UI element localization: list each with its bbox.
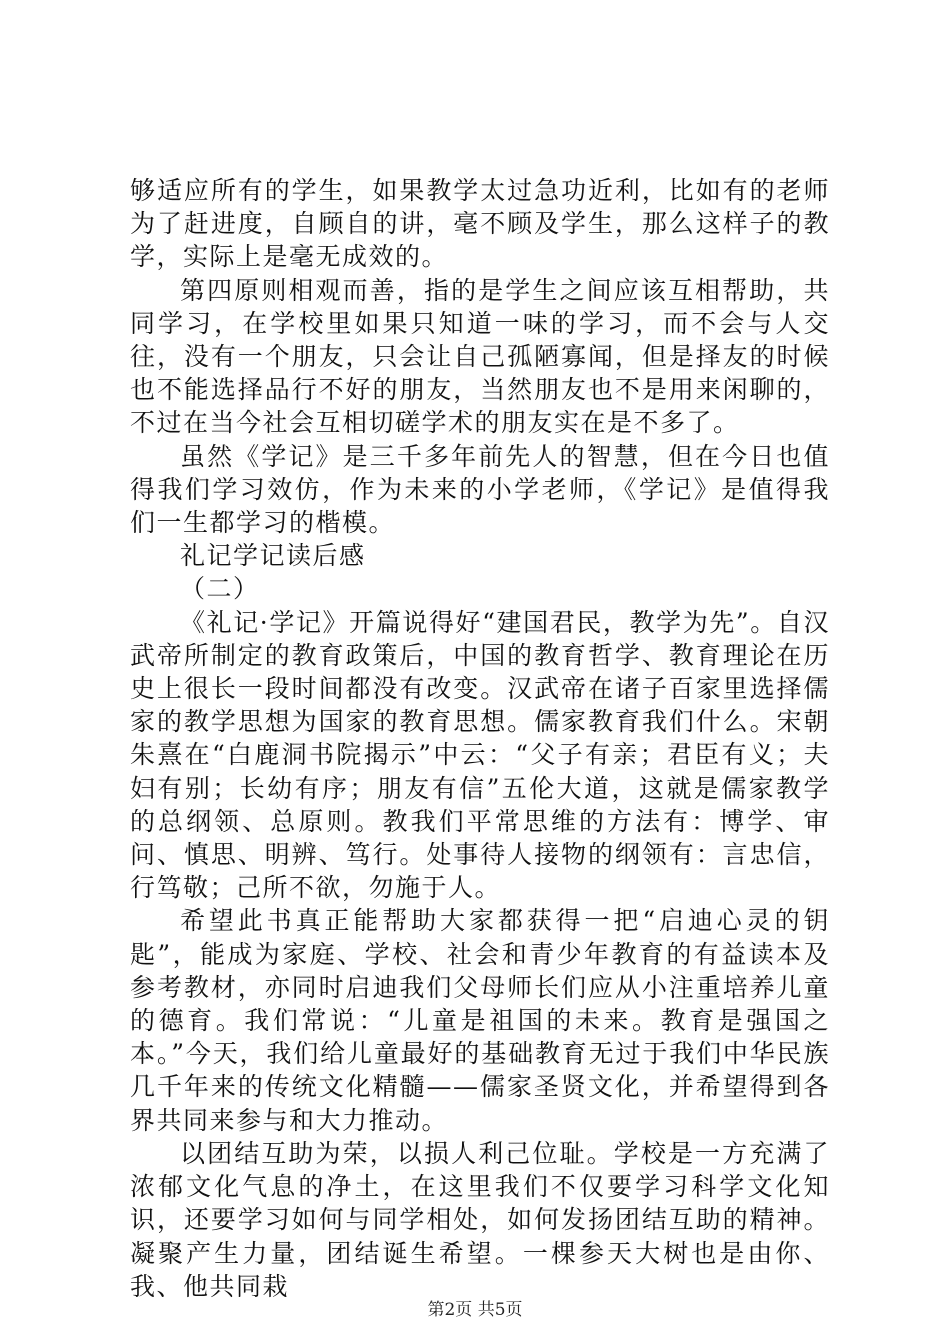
- paragraph-unity: 以团结互助为荣，以损人利己位耻。学校是一方充满了浓郁文化气息的净土，在这里我们不仅要学习科学文化知识，还要学习如何与同学相处，如何发扬团结互助的精神。凝聚产生力量，团结诞生希望。一棵参天大树也是由你、我、他共同栽: [130, 1138, 830, 1301]
- document-body: [130, 174, 830, 1303]
- section-number: （二）: [180, 574, 260, 604]
- paragraph-hope: 希望此书真正能帮助大家都获得一把“启迪心灵的钥匙”，能成为家庭、学校、社会和青少年教育的有益读本及参考教材，亦同时启迪我们父母师长们应从小注重培养儿童的德育。我们常说：“儿童是祖国的未来。教育是强国之本。”今天，我们给儿童最好的基础教育无过于我们中华民族几千年来的传统文化精髓——儒家圣贤文化，并希望得到各界共同来参与和大力推动。: [130, 906, 830, 1135]
- page-number-footer: 第2页 共5页: [427, 1300, 523, 1320]
- paragraph-conclusion: 虽然《学记》是三千多年前先人的智慧，但在今日也值得我们学习效仿，作为未来的小学老师，《学记》是值得我们一生都学习的楷模。: [130, 441, 830, 538]
- paragraph-continuation: 够适应所有的学生，如果教学太过急功近利，比如有的老师为了赶进度，自顾自的讲，毫不顾及学生，那么这样子的教学，实际上是毫无成效的。: [130, 176, 830, 272]
- section-title: 礼记学记读后感: [180, 541, 366, 571]
- paragraph-liji-opening: 《礼记·学记》开篇说得好“建国君民，教学为先”。自汉武帝所制定的教育政策后，中国的教育哲学、教育理论在历史上很长一段时间都没有改变。汉武帝在诸子百家里选择儒家的教学思想为国家的教育思想。儒家教育我们什么。宋朝朱熹在“白鹿洞书院揭示”中云：“父子有亲；君臣有义；夫妇有别；长幼有序；朋友有信”五伦大道，这就是儒家教学的总纲领、总原则。教我们平常思维的方法有：博学、审问、慎思、明辨、笃行。处事待人接物的纲领有：言忠信，行笃敬；己所不欲，勿施于人。: [130, 607, 830, 903]
- paragraph-fourth-principle: 第四原则相观而善，指的是学生之间应该互相帮助，共同学习，在学校里如果只知道一味的学习，而不会与人交往，没有一个朋友，只会让自己孤陋寡闻，但是择友的时候也不能选择品行不好的朋友，当然朋友也不是用来闲聊的，不过在当今社会互相切磋学术的朋友实在是不多了。: [130, 275, 830, 438]
